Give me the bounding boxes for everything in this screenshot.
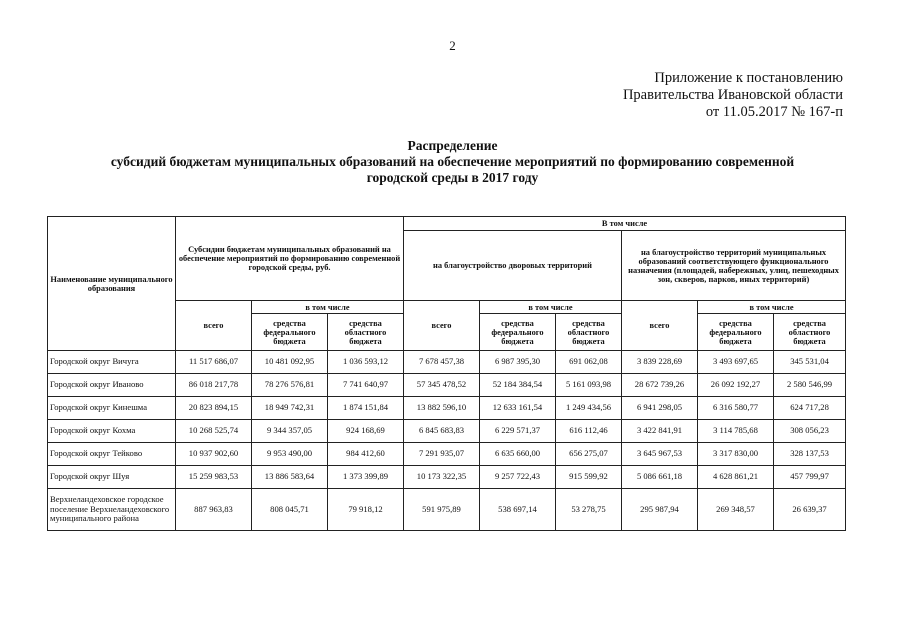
amount-cell: 13 886 583,64 (252, 466, 328, 489)
title-line-2: субсидий бюджетам муниципальных образований на обеспечение мероприятий по формированию современной (110, 154, 795, 169)
amount-cell: 9 257 722,43 (480, 466, 556, 489)
amount-cell: 915 599,92 (556, 466, 622, 489)
amount-cell: 3 493 697,65 (698, 351, 774, 374)
amount-cell: 10 937 902,60 (176, 443, 252, 466)
amount-cell: 6 316 580,77 (698, 397, 774, 420)
amount-cell: 26 639,37 (774, 489, 846, 531)
amount-cell: 13 882 596,10 (404, 397, 480, 420)
header-public: на благоустройство территорий муниципальных образований соответствующего функционального назначения (площадей, набережных, улиц, пешеходных зон, скверов, парков, иных территорий) (622, 231, 846, 301)
municipality-name: Городской округ Шуя (48, 466, 176, 489)
municipality-name: Городской округ Кохма (48, 420, 176, 443)
amount-cell: 616 112,46 (556, 420, 622, 443)
amount-cell: 924 168,69 (328, 420, 404, 443)
header-including-top: В том числе (404, 217, 846, 231)
amount-cell: 6 845 683,83 (404, 420, 480, 443)
header-regional-subsidy: средства областного бюджета (328, 314, 404, 351)
amount-cell: 328 137,53 (774, 443, 846, 466)
amount-cell: 79 918,12 (328, 489, 404, 531)
amount-cell: 10 481 092,95 (252, 351, 328, 374)
header-federal-public: средства федерального бюджета (698, 314, 774, 351)
header-federal-yards: средства федерального бюджета (480, 314, 556, 351)
amount-cell: 7 741 640,97 (328, 374, 404, 397)
amount-cell: 1 874 151,84 (328, 397, 404, 420)
header-including-yards: в том числе (480, 301, 622, 314)
title-line-1: Распределение (407, 138, 498, 153)
appendix-line-1: Приложение к постановлению (654, 70, 843, 86)
amount-cell: 28 672 739,26 (622, 374, 698, 397)
amount-cell: 295 987,94 (622, 489, 698, 531)
amount-cell: 7 678 457,38 (404, 351, 480, 374)
table-row (48, 374, 846, 397)
amount-cell: 691 062,08 (556, 351, 622, 374)
page-number: 2 (449, 38, 456, 53)
amount-cell: 591 975,89 (404, 489, 480, 531)
amount-cell: 3 839 228,69 (622, 351, 698, 374)
amount-cell: 53 278,75 (556, 489, 622, 531)
amount-cell: 4 628 861,21 (698, 466, 774, 489)
amount-cell: 984 412,60 (328, 443, 404, 466)
table-row (48, 397, 846, 420)
amount-cell: 86 018 217,78 (176, 374, 252, 397)
amount-cell: 6 941 298,05 (622, 397, 698, 420)
header-regional-yards: средства областного бюджета (556, 314, 622, 351)
table-row (48, 489, 846, 531)
amount-cell: 345 531,04 (774, 351, 846, 374)
amount-cell: 10 268 525,74 (176, 420, 252, 443)
amount-cell: 78 276 576,81 (252, 374, 328, 397)
municipality-name: Городской округ Кинешма (48, 397, 176, 420)
appendix-line-3: от 11.05.2017 № 167-п (705, 104, 843, 120)
amount-cell: 2 580 546,99 (774, 374, 846, 397)
amount-cell: 656 275,07 (556, 443, 622, 466)
municipality-name: Городской округ Иваново (48, 374, 176, 397)
title-line-3: городской среды в 2017 году (366, 170, 539, 185)
amount-cell: 3 114 785,68 (698, 420, 774, 443)
municipality-name: Городской округ Вичуга (48, 351, 176, 374)
amount-cell: 3 317 830,00 (698, 443, 774, 466)
header-regional-public: средства областного бюджета (774, 314, 846, 351)
appendix-header (623, 70, 843, 121)
amount-cell: 12 633 161,54 (480, 397, 556, 420)
subsidy-table (47, 216, 846, 531)
amount-cell: 15 259 983,53 (176, 466, 252, 489)
amount-cell: 18 949 742,31 (252, 397, 328, 420)
table-row (48, 466, 846, 489)
table-row (48, 351, 846, 374)
amount-cell: 11 517 686,07 (176, 351, 252, 374)
header-federal-subsidy: средства федерального бюджета (252, 314, 328, 351)
amount-cell: 10 173 322,35 (404, 466, 480, 489)
header-name: Наименование муниципального образования (48, 217, 176, 351)
amount-cell: 308 056,23 (774, 420, 846, 443)
amount-cell: 538 697,14 (480, 489, 556, 531)
amount-cell: 808 045,71 (252, 489, 328, 531)
amount-cell: 7 291 935,07 (404, 443, 480, 466)
amount-cell: 3 645 967,53 (622, 443, 698, 466)
amount-cell: 624 717,28 (774, 397, 846, 420)
appendix-line-2: Правительства Ивановской области (622, 87, 843, 103)
amount-cell: 5 161 093,98 (556, 374, 622, 397)
amount-cell: 1 249 434,56 (556, 397, 622, 420)
amount-cell: 57 345 478,52 (404, 374, 480, 397)
header-yards: на благоустройство дворовых территорий (404, 231, 622, 301)
amount-cell: 9 344 357,05 (252, 420, 328, 443)
header-total-yards: всего (404, 301, 480, 351)
table-body (48, 351, 846, 531)
amount-cell: 887 963,83 (176, 489, 252, 531)
header-subsidy: Субсидии бюджетам муниципальных образований на обеспечение мероприятий по формированию современной городской среды, руб. (176, 217, 404, 301)
header-including-public: в том числе (698, 301, 846, 314)
table-row (48, 420, 846, 443)
amount-cell: 9 953 490,00 (252, 443, 328, 466)
header-including-subsidy: в том числе (252, 301, 404, 314)
amount-cell: 52 184 384,54 (480, 374, 556, 397)
table-row (48, 443, 846, 466)
document-title (50, 138, 855, 186)
municipality-name: Верхнеландеховское городское поселение Верхнеландеховского муниципального района (48, 489, 176, 531)
amount-cell: 20 823 894,15 (176, 397, 252, 420)
header-total-public: всего (622, 301, 698, 351)
amount-cell: 6 635 660,00 (480, 443, 556, 466)
municipality-name: Городской округ Тейково (48, 443, 176, 466)
amount-cell: 6 229 571,37 (480, 420, 556, 443)
amount-cell: 457 799,97 (774, 466, 846, 489)
amount-cell: 1 036 593,12 (328, 351, 404, 374)
amount-cell: 26 092 192,27 (698, 374, 774, 397)
header-total-subsidy: всего (176, 301, 252, 351)
amount-cell: 1 373 399,89 (328, 466, 404, 489)
amount-cell: 6 987 395,30 (480, 351, 556, 374)
amount-cell: 5 086 661,18 (622, 466, 698, 489)
amount-cell: 3 422 841,91 (622, 420, 698, 443)
amount-cell: 269 348,57 (698, 489, 774, 531)
